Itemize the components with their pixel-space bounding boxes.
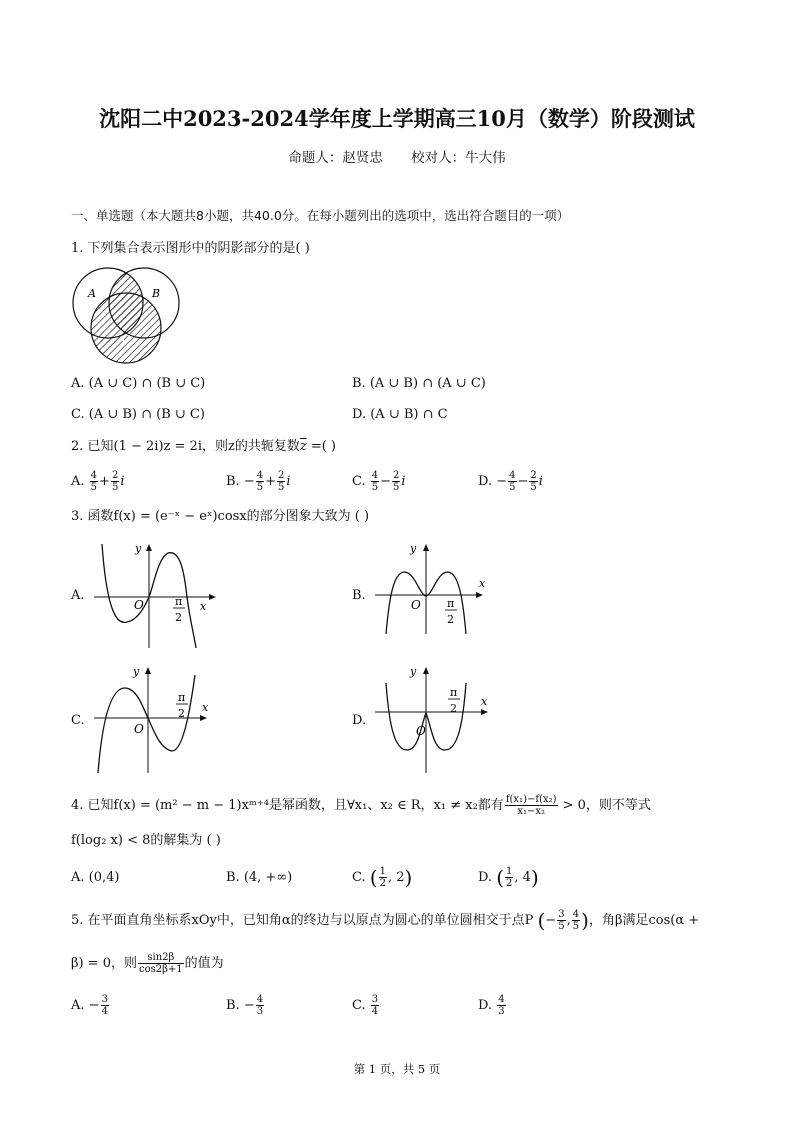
svg-text:π: π	[447, 597, 455, 610]
q2-option-a: A. $\frac{4}{5}$ + $\frac{2}{5}$ i	[71, 470, 125, 493]
q3-graph-a	[90, 540, 225, 652]
q1-option-a: A. (A ∪ C) ∩ (B ∪ C)	[71, 376, 206, 391]
svg-text:O: O	[416, 724, 426, 738]
venn-label-b: B	[152, 287, 161, 300]
q5-line2: β) = 0，则 $\frac{\sin 2\beta}{\cos 2\beta+1}$ 的值为	[71, 952, 224, 975]
q4-line2: f(log₂ x) < 8的解集为 ( )	[71, 833, 221, 848]
q2-stem	[71, 438, 336, 456]
venn-label-a: A	[88, 287, 96, 300]
svg-text:x: x	[481, 695, 488, 708]
q3-graph-d	[371, 663, 496, 779]
q5-option-b: B. − $\frac{4}{3}$	[226, 994, 264, 1017]
svg-text:O: O	[411, 598, 421, 612]
svg-text:y: y	[410, 542, 417, 555]
author-line	[0, 146, 794, 166]
checker-label: 校对人：牛大伟	[411, 150, 506, 166]
q1-option-d: D. (A ∪ B) ∩ C	[352, 407, 448, 422]
q2-stem-a: 2. 已知(1 − 2i)z = 2i，则z的共轭复数	[71, 439, 300, 454]
q4-option-b: B. (4, +∞)	[226, 870, 293, 885]
svg-text:2: 2	[175, 611, 182, 624]
q1-stem: 1. 下列集合表示图形中的阴影部分的是( )	[71, 241, 310, 256]
q3-option-c-label: C.	[71, 713, 85, 728]
q2-option-c: C. $\frac{4}{5}$ − $\frac{2}{5}$ i	[352, 470, 406, 493]
q3-option-d-label: D.	[352, 713, 367, 728]
svg-text:π: π	[175, 595, 183, 608]
q5-option-d: D. $\frac{4}{3}$	[478, 994, 505, 1017]
q3-option-b-label: B.	[352, 588, 366, 603]
q2-option-d: D. − $\frac{4}{5}$ − $\frac{2}{5}$ i	[478, 470, 543, 493]
svg-text:2: 2	[450, 702, 457, 715]
setter-label: 命题人：赵贤忠	[288, 150, 383, 166]
q3-graph-b	[371, 540, 496, 636]
q5-option-c: C. $\frac{3}{4}$	[352, 994, 379, 1017]
svg-text:y: y	[135, 542, 142, 555]
q5-line1: 5. 在平面直角坐标系xOy中，已知角α的终边与以原点为圆心的单位圆相交于点P (− $\frac{3}{5}$ , $\frac{4}{5}$ )，角β满足cos(α +	[71, 908, 700, 933]
q2-zbar: $\overline{z}$	[299, 439, 307, 454]
svg-text:π: π	[178, 691, 186, 704]
svg-text:π: π	[450, 686, 458, 699]
q2-option-b: B. − $\frac{4}{5}$ + $\frac{2}{5}$ i	[226, 470, 291, 493]
q1-option-b: B. (A ∪ B) ∩ (A ∪ C)	[352, 376, 486, 391]
svg-text:O: O	[134, 598, 144, 612]
svg-text:y: y	[410, 665, 417, 678]
page-number: 第 1 页，共 5 页	[353, 1062, 441, 1076]
q4-option-c: C. ( $\frac{1}{2}$ , 2)	[352, 865, 413, 890]
q5-option-a: A. − $\frac{3}{4}$	[71, 994, 108, 1017]
q3-stem: 3. 函数f(x) = (e⁻ˣ − eˣ)cosx的部分图象大致为 ( )	[71, 509, 370, 524]
venn-label-c: C	[122, 333, 131, 346]
q4-option-d: D. ( $\frac{1}{2}$ , 4)	[478, 865, 539, 890]
svg-text:x: x	[479, 577, 486, 590]
venn-diagram	[70, 266, 182, 368]
q4-option-a: A. (0,4)	[71, 870, 120, 885]
svg-text:2: 2	[178, 707, 185, 720]
q4-line1: 4. 已知f(x) = (m² − m − 1)xᵐ⁺⁴是幂函数，且∀x₁、x₂ ∈ R，x₁ ≠ x₂都有 $\frac{\text{f(x₁)−f(x₂)}}{\text{x₁−x₂}}$ > 0，则不等式	[71, 794, 651, 817]
svg-text:y: y	[133, 665, 140, 678]
section-heading: 一、单选题（本大题共8小题，共40.0分。在每小题列出的选项中，选出符合题目的一项）	[71, 208, 570, 223]
svg-text:x: x	[202, 701, 209, 714]
svg-text:x: x	[200, 600, 207, 613]
page-title: 沈阳二中2023-2024学年度上学期高三10月（数学）阶段测试	[99, 106, 695, 131]
q2-stem-b: =( )	[306, 439, 336, 454]
q3-graph-c	[90, 663, 220, 779]
svg-text:O: O	[134, 722, 144, 736]
q3-option-a-label: A.	[71, 588, 85, 603]
svg-text:2: 2	[447, 613, 454, 626]
q1-option-c: C. (A ∪ B) ∩ (B ∪ C)	[71, 407, 205, 422]
